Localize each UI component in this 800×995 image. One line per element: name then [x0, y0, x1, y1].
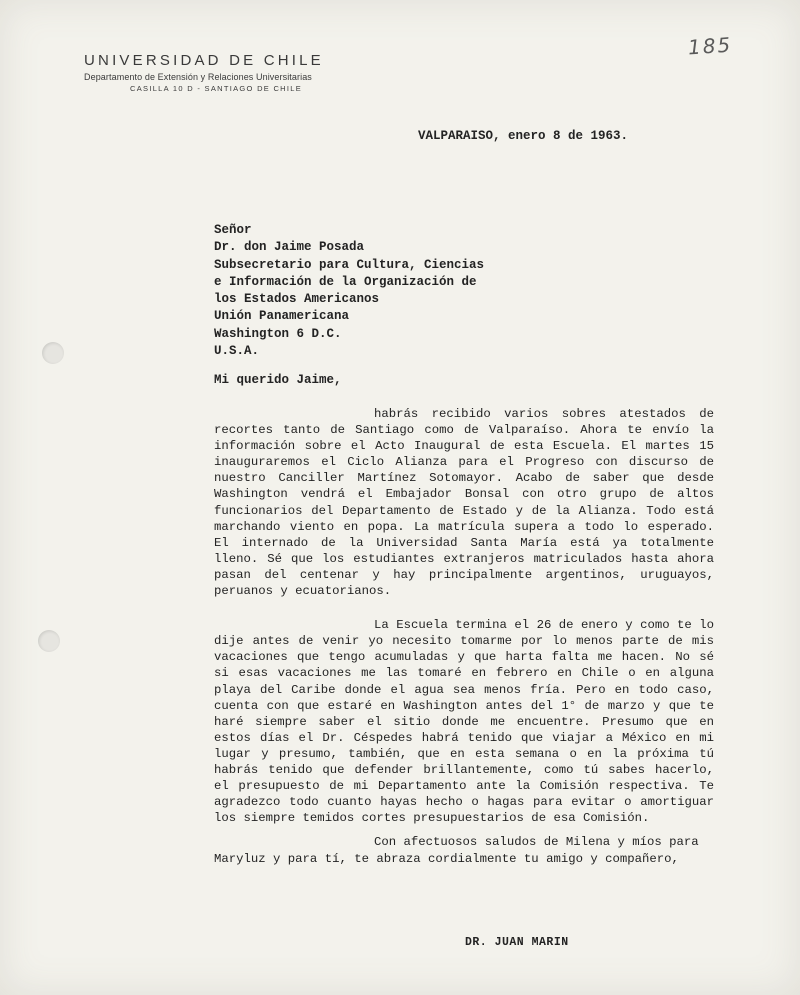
- recipient-line: Subsecretario para Cultura, Ciencias: [214, 257, 485, 272]
- recipient-line: Dr. don Jaime Posada: [214, 240, 365, 255]
- letterhead: [84, 52, 324, 94]
- handwritten-page-number: 185: [687, 32, 733, 60]
- punch-hole: [42, 342, 64, 364]
- body-paragraph: La Escuela termina el 26 de enero y como te lo dije antes de venir yo necesito tomarme por lo menos parte de mis vacaciones que tengo acumuladas y que harta falta me hacen. No sé si esas vacaciones me las tomaré en febrero en Chile o en alguna playa del Caribe donde el agua sea menos fría. Pero en todo caso, cuenta con que estaré en Washington antes del 1° de marzo y que te haré siempre saber el sitio donde me encuentre. Presumo que en estos días el Dr. Céspedes habrá tenido que viajar a México en mi lugar y presumo, también, que en esta semana o en la próxima tú habrás tenido que defender brillantemente, como tú sabes hacerlo, el presupuesto de mi Departamento ante la Comisión respectiva. Te agradezco todo cuanto hayas hecho o hagas para evitar o amortiguar los siempre temidos cortes presupuestarios de esa Comisión.: [214, 618, 714, 826]
- closing-paragraph: Con afectuosos saludos de Milena y míos para Maryluz y para tí, te abraza cordialmente tu amigo y compañero,: [214, 835, 699, 866]
- recipient-line: Washington 6 D.C.: [214, 326, 342, 341]
- punch-hole: [38, 630, 60, 652]
- signer-name: DR. JUAN MARIN: [465, 936, 569, 949]
- recipient-line: Señor: [214, 223, 252, 237]
- recipient-line: U.S.A.: [214, 344, 260, 359]
- recipient-line: Unión Panamericana: [214, 309, 350, 324]
- letter-body: [214, 406, 714, 844]
- department-name: Departamento de Extensión y Relaciones Universitarias: [84, 72, 312, 82]
- institution-address: CASILLA 10 D - SANTIAGO DE CHILE: [130, 84, 303, 93]
- date-line: VALPARAISO, enero 8 de 1963.: [418, 129, 629, 143]
- recipient-line: los Estados Americanos: [214, 292, 380, 307]
- salutation: Mi querido Jaime,: [214, 373, 342, 387]
- body-paragraph: habrás recibido varios sobres atestados de recortes tanto de Santiago como de Valparaíso. Ahora te envío la información sobre el Acto Inaugural de esta Escuela. El martes 15 inauguraremos el Ciclo Alianza para el Progreso con discurso de nuestro Canciller Martínez Sotomayor. Acabo de saber que desde Washington vendrá el Embajador Bonsal con otro grupo de altos funcionarios del Departamento de Estado y de la Alianza. Todo está marchando viento en popa. La matrícula supera a todo lo esperado. El internado de la Universidad Santa María está ya totalmente lleno. Sé que los estudiantes extranjeros matriculados hasta ahora pasan del centenar y hay principalmente argentinos, uruguayos, peruanos y ecuatorianos.: [214, 407, 714, 599]
- recipient-line: e Información de la Organización de: [214, 274, 477, 289]
- institution-name: UNIVERSIDAD DE CHILE: [84, 52, 324, 69]
- recipient-address: [214, 222, 484, 360]
